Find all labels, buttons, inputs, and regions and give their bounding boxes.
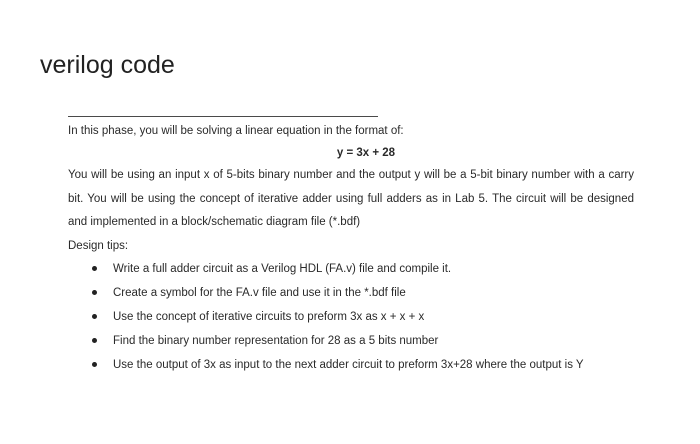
tip-item <box>68 282 634 304</box>
tip-item <box>68 354 634 376</box>
bullet-icon <box>92 362 97 367</box>
tip-item <box>68 258 634 280</box>
bullet-icon <box>92 266 97 271</box>
tip-text: Create a symbol for the FA.v file and use it in the *.bdf file <box>113 286 406 299</box>
page-title: verilog code <box>40 51 175 79</box>
bullet-icon <box>92 338 97 343</box>
design-tips-heading: Design tips: <box>68 239 129 252</box>
bullet-icon <box>92 314 97 319</box>
equation: y = 3x + 28 <box>336 147 396 159</box>
tip-item <box>68 306 634 328</box>
tip-text: Write a full adder circuit as a Verilog HDL (FA.v) file and compile it. <box>113 262 452 275</box>
divider-line <box>68 116 378 117</box>
design-tips-list <box>68 258 634 376</box>
tip-text: Use the output of 3x as input to the next adder circuit to preform 3x+28 where the output is Y <box>113 358 584 371</box>
intro-text: In this phase, you will be solving a linear equation in the format of: <box>68 125 404 137</box>
tip-text: Use the concept of iterative circuits to preform 3x as x + x + x <box>113 310 425 323</box>
tip-item <box>68 330 634 352</box>
description-paragraph: You will be using an input x of 5-bits binary number and the output y will be a 5-bit binary number with a carry bit. You will be using the concept of iterative adder using full adders as in Lab 5. The circuit will be designed and implemented in a block/schematic diagram file (*.bdf) <box>68 169 634 228</box>
bullet-icon <box>92 290 97 295</box>
tip-text: Find the binary number representation for 28 as a 5 bits number <box>113 334 439 347</box>
document-body <box>68 122 634 378</box>
